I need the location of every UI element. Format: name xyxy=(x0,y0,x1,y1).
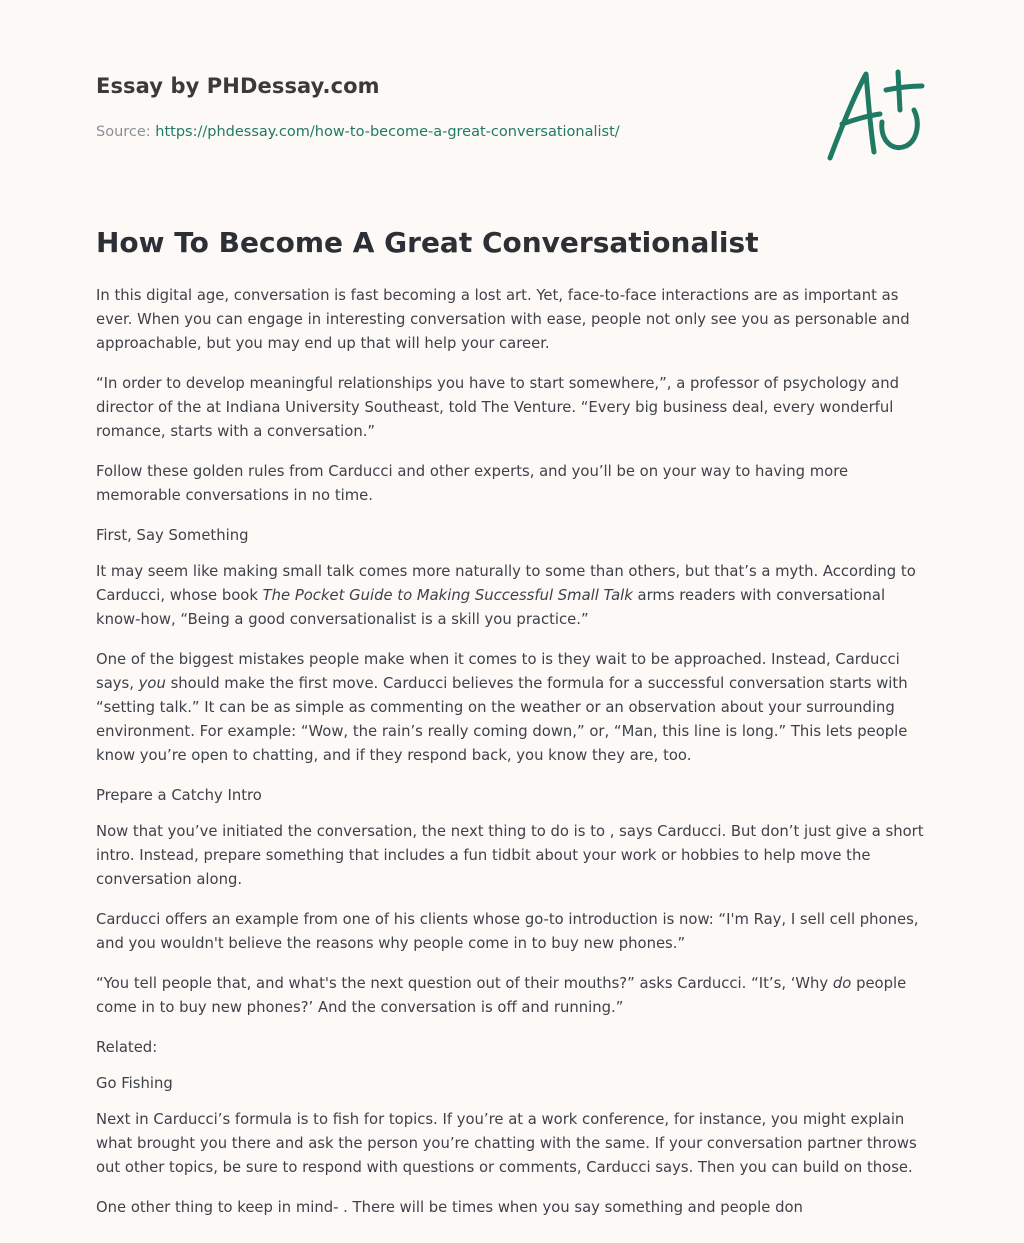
site-header xyxy=(96,74,696,98)
paragraph: “In order to develop meaningful relationships you have to start somewhere,”, a professor of psychology and director of the at Indiana University Southeast, told The Venture. “Every big business deal, every wonderful romance, starts with a conversation.” xyxy=(96,375,899,440)
article-title: How To Become A Great Conversationalist xyxy=(96,226,759,259)
paragraph xyxy=(96,560,931,632)
section-heading: First, Say Something xyxy=(96,527,249,544)
text-run: “You tell people that, and what's the next question out of their mouths?” asks Carducci. “It’s, ‘Why xyxy=(96,975,833,992)
paragraph: Now that you’ve initiated the conversation, the next thing to do is to , says Carducci. But don’t just give a short intro. Instead, prepare something that includes a fun tidbit about your work or hobbies to help move the conversation along. xyxy=(96,823,924,888)
article-body xyxy=(96,284,931,1236)
book-title: The Pocket Guide to Making Successful Small Talk xyxy=(262,587,633,604)
related-label: Related: xyxy=(96,1039,158,1056)
section-heading: Go Fishing xyxy=(96,1075,173,1092)
emphasis: do xyxy=(832,975,852,992)
text-run: It may seem like making small talk comes more naturally to some than others, but that’s a myth. According to Carducci, whose book xyxy=(96,563,916,604)
text-run: arms readers with conversational know-how, “Being a good conversationalist is a skill you practice.” xyxy=(96,587,886,628)
source-label: Source: xyxy=(96,124,156,140)
source-line xyxy=(96,124,620,140)
text-run: One of the biggest mistakes people make when it comes to is they wait to be approached. Instead, Carducci says, xyxy=(96,651,900,692)
source-link[interactable]: https://phdessay.com/how-to-become-a-great-conversationalist/ xyxy=(155,124,620,140)
section-heading: Prepare a Catchy Intro xyxy=(96,787,262,804)
brand-title: Essay by PHDessay.com xyxy=(96,74,380,98)
text-run: should make the first move. Carducci believes the formula for a successful conversation starts with “setting talk.” It can be as simple as commenting on the weather or an observation about your surrounding environment. For example: “Wow, the rain’s really coming down,” or, “Man, this line is long.” This lets people know you’re open to chatting, and if they respond back, you know they are, too. xyxy=(96,675,908,764)
paragraph: Follow these golden rules from Carducci and other experts, and you’ll be on your way to having more memorable conversations in no time. xyxy=(96,463,849,504)
paragraph: Next in Carducci’s formula is to fish for topics. If you’re at a work conference, for instance, you might explain what brought you there and ask the person you’re chatting with the same. If your conversation partner throws out other topics, be sure to respond with questions or comments, Carducci says. Then you can build on those. xyxy=(96,1111,917,1176)
text-run: people come in to buy new phones?’ And the conversation is off and running.” xyxy=(96,975,907,1016)
paragraph xyxy=(96,972,931,1020)
paragraph: In this digital age, conversation is fast becoming a lost art. Yet, face-to-face interactions are as important as ever. When you can engage in interesting conversation with ease, people not only see you as personable and approachable, but you may end up that will help your career. xyxy=(96,287,910,352)
paragraph: Carducci offers an example from one of his clients whose go-to introduction is now: “I'm Ray, I sell cell phones, and you wouldn't believe the reasons why people come in to buy new phones.” xyxy=(96,911,919,952)
paragraph xyxy=(96,648,931,768)
paragraph: One other thing to keep in mind- . There will be times when you say something and people don xyxy=(96,1199,803,1216)
emphasis: you xyxy=(138,675,166,692)
a-plus-logo-icon xyxy=(820,66,930,166)
